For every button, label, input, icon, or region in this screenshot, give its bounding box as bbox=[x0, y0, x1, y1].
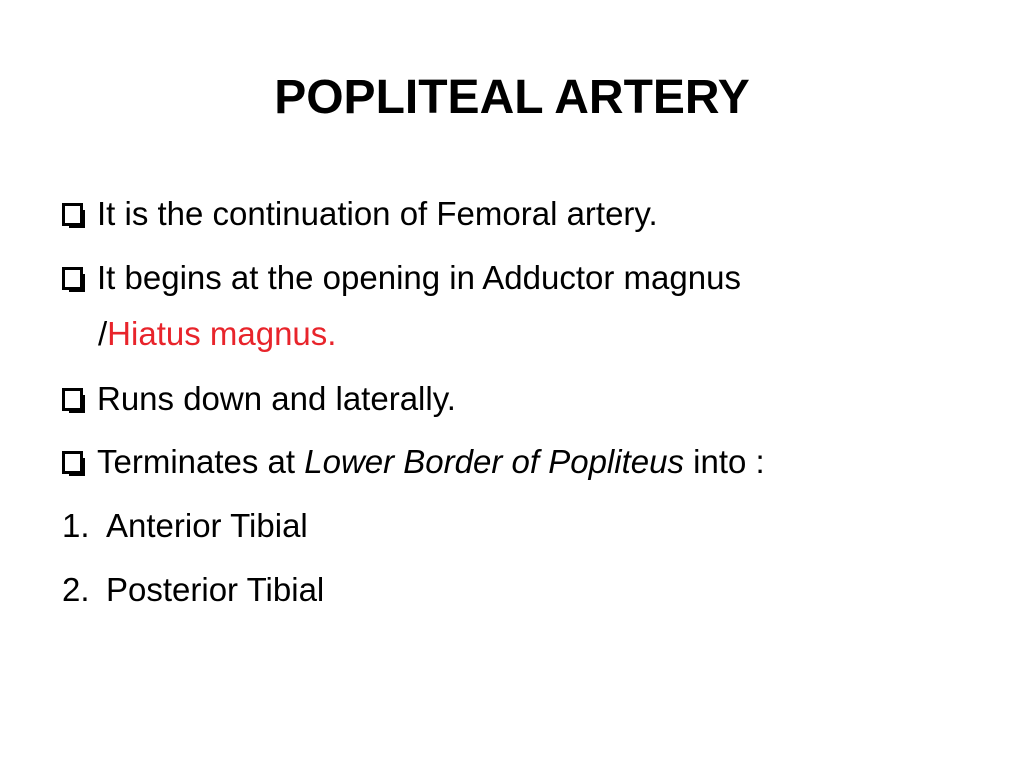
bullet-continuation bbox=[62, 310, 336, 358]
numbered-text: Anterior Tibial bbox=[106, 507, 308, 544]
list-number: 1. bbox=[62, 507, 90, 544]
bullet-text: It begins at the opening in Adductor magnus bbox=[97, 259, 741, 296]
numbered-item bbox=[62, 502, 308, 550]
list-number: 2. bbox=[62, 571, 90, 608]
numbered-item bbox=[62, 566, 324, 614]
bullet-text-italic: Lower Border of Popliteus bbox=[304, 443, 684, 480]
bullet-item bbox=[62, 438, 765, 486]
bullet-text: It is the continuation of Femoral artery. bbox=[97, 195, 658, 232]
checkbox-bullet-icon bbox=[62, 267, 86, 293]
checkbox-bullet-icon bbox=[62, 203, 86, 229]
bullet-text-after: into : bbox=[683, 443, 765, 480]
continuation-prefix: / bbox=[98, 315, 108, 352]
bullet-item bbox=[62, 190, 658, 238]
bullet-text-before: Terminates at bbox=[97, 443, 305, 480]
bullet-item bbox=[62, 254, 741, 302]
bullet-text: Runs down and laterally. bbox=[97, 380, 456, 417]
numbered-text: Posterior Tibial bbox=[106, 571, 325, 608]
bullet-item bbox=[62, 375, 456, 423]
checkbox-bullet-icon bbox=[62, 388, 86, 414]
slide-title: POPLITEAL ARTERY bbox=[274, 71, 750, 124]
checkbox-bullet-icon bbox=[62, 451, 86, 477]
highlight-term: Hiatus magnus. bbox=[107, 315, 337, 352]
